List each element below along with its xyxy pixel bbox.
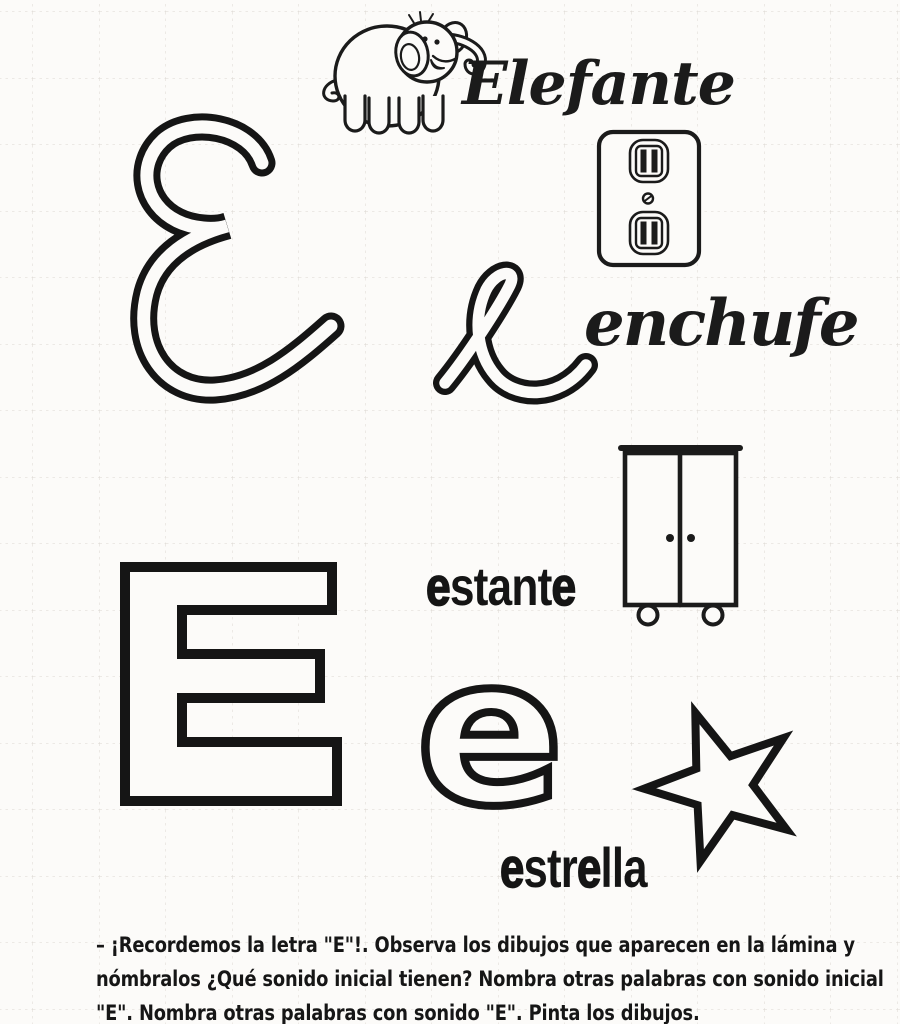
cabinet-wheel [704,606,723,625]
cursive-uppercase-e-outline [135,118,340,408]
elephant-hair [409,12,433,23]
star-icon [640,706,805,871]
word-estante-lead-e: e [426,557,450,617]
outlet-slot [641,150,647,173]
instructions-block [96,928,884,1024]
elephant-eye [422,36,427,41]
cabinet-handle [687,534,695,542]
word-estrella [500,836,647,899]
word-enchufe: enchufe [584,286,858,361]
instruction-line: "E". Nombra otras palabras con sonido "E". Pinta los dibujos. [96,1001,700,1024]
elephant-eye [434,39,439,44]
outlet-slot [641,222,647,245]
word-estrella-e2: e [577,836,601,899]
instruction-line: – ¡Recordemos la letra "E"!. Observa los dibujos que aparecen en la lámina y [96,933,855,957]
word-estante [426,557,576,617]
cabinet-handle [666,534,674,542]
word-estante-mid: stant [449,557,552,617]
cabinet-wheel [639,606,658,625]
print-lowercase-e-outline [416,614,565,852]
cabinet-icon [618,440,744,632]
print-uppercase-e-outline [116,558,344,810]
instruction-line: nómbralos ¿Qué sonido inicial tienen? Nombra otras palabras con sonido inicial [96,967,884,991]
word-estrella-lead-e: e [500,836,524,899]
print-lowercase-e-glyph: e [416,614,564,852]
word-estrella-mid2: lla [600,836,647,899]
word-elefante: Elefante [462,49,735,119]
outlet-slot [652,222,658,245]
outlet-icon [594,126,704,272]
outlet-slot [652,150,658,173]
cursive-lowercase-e-outline [438,260,603,420]
word-estante-tail-e: e [551,557,576,617]
word-estrella-mid1: str [523,836,578,899]
